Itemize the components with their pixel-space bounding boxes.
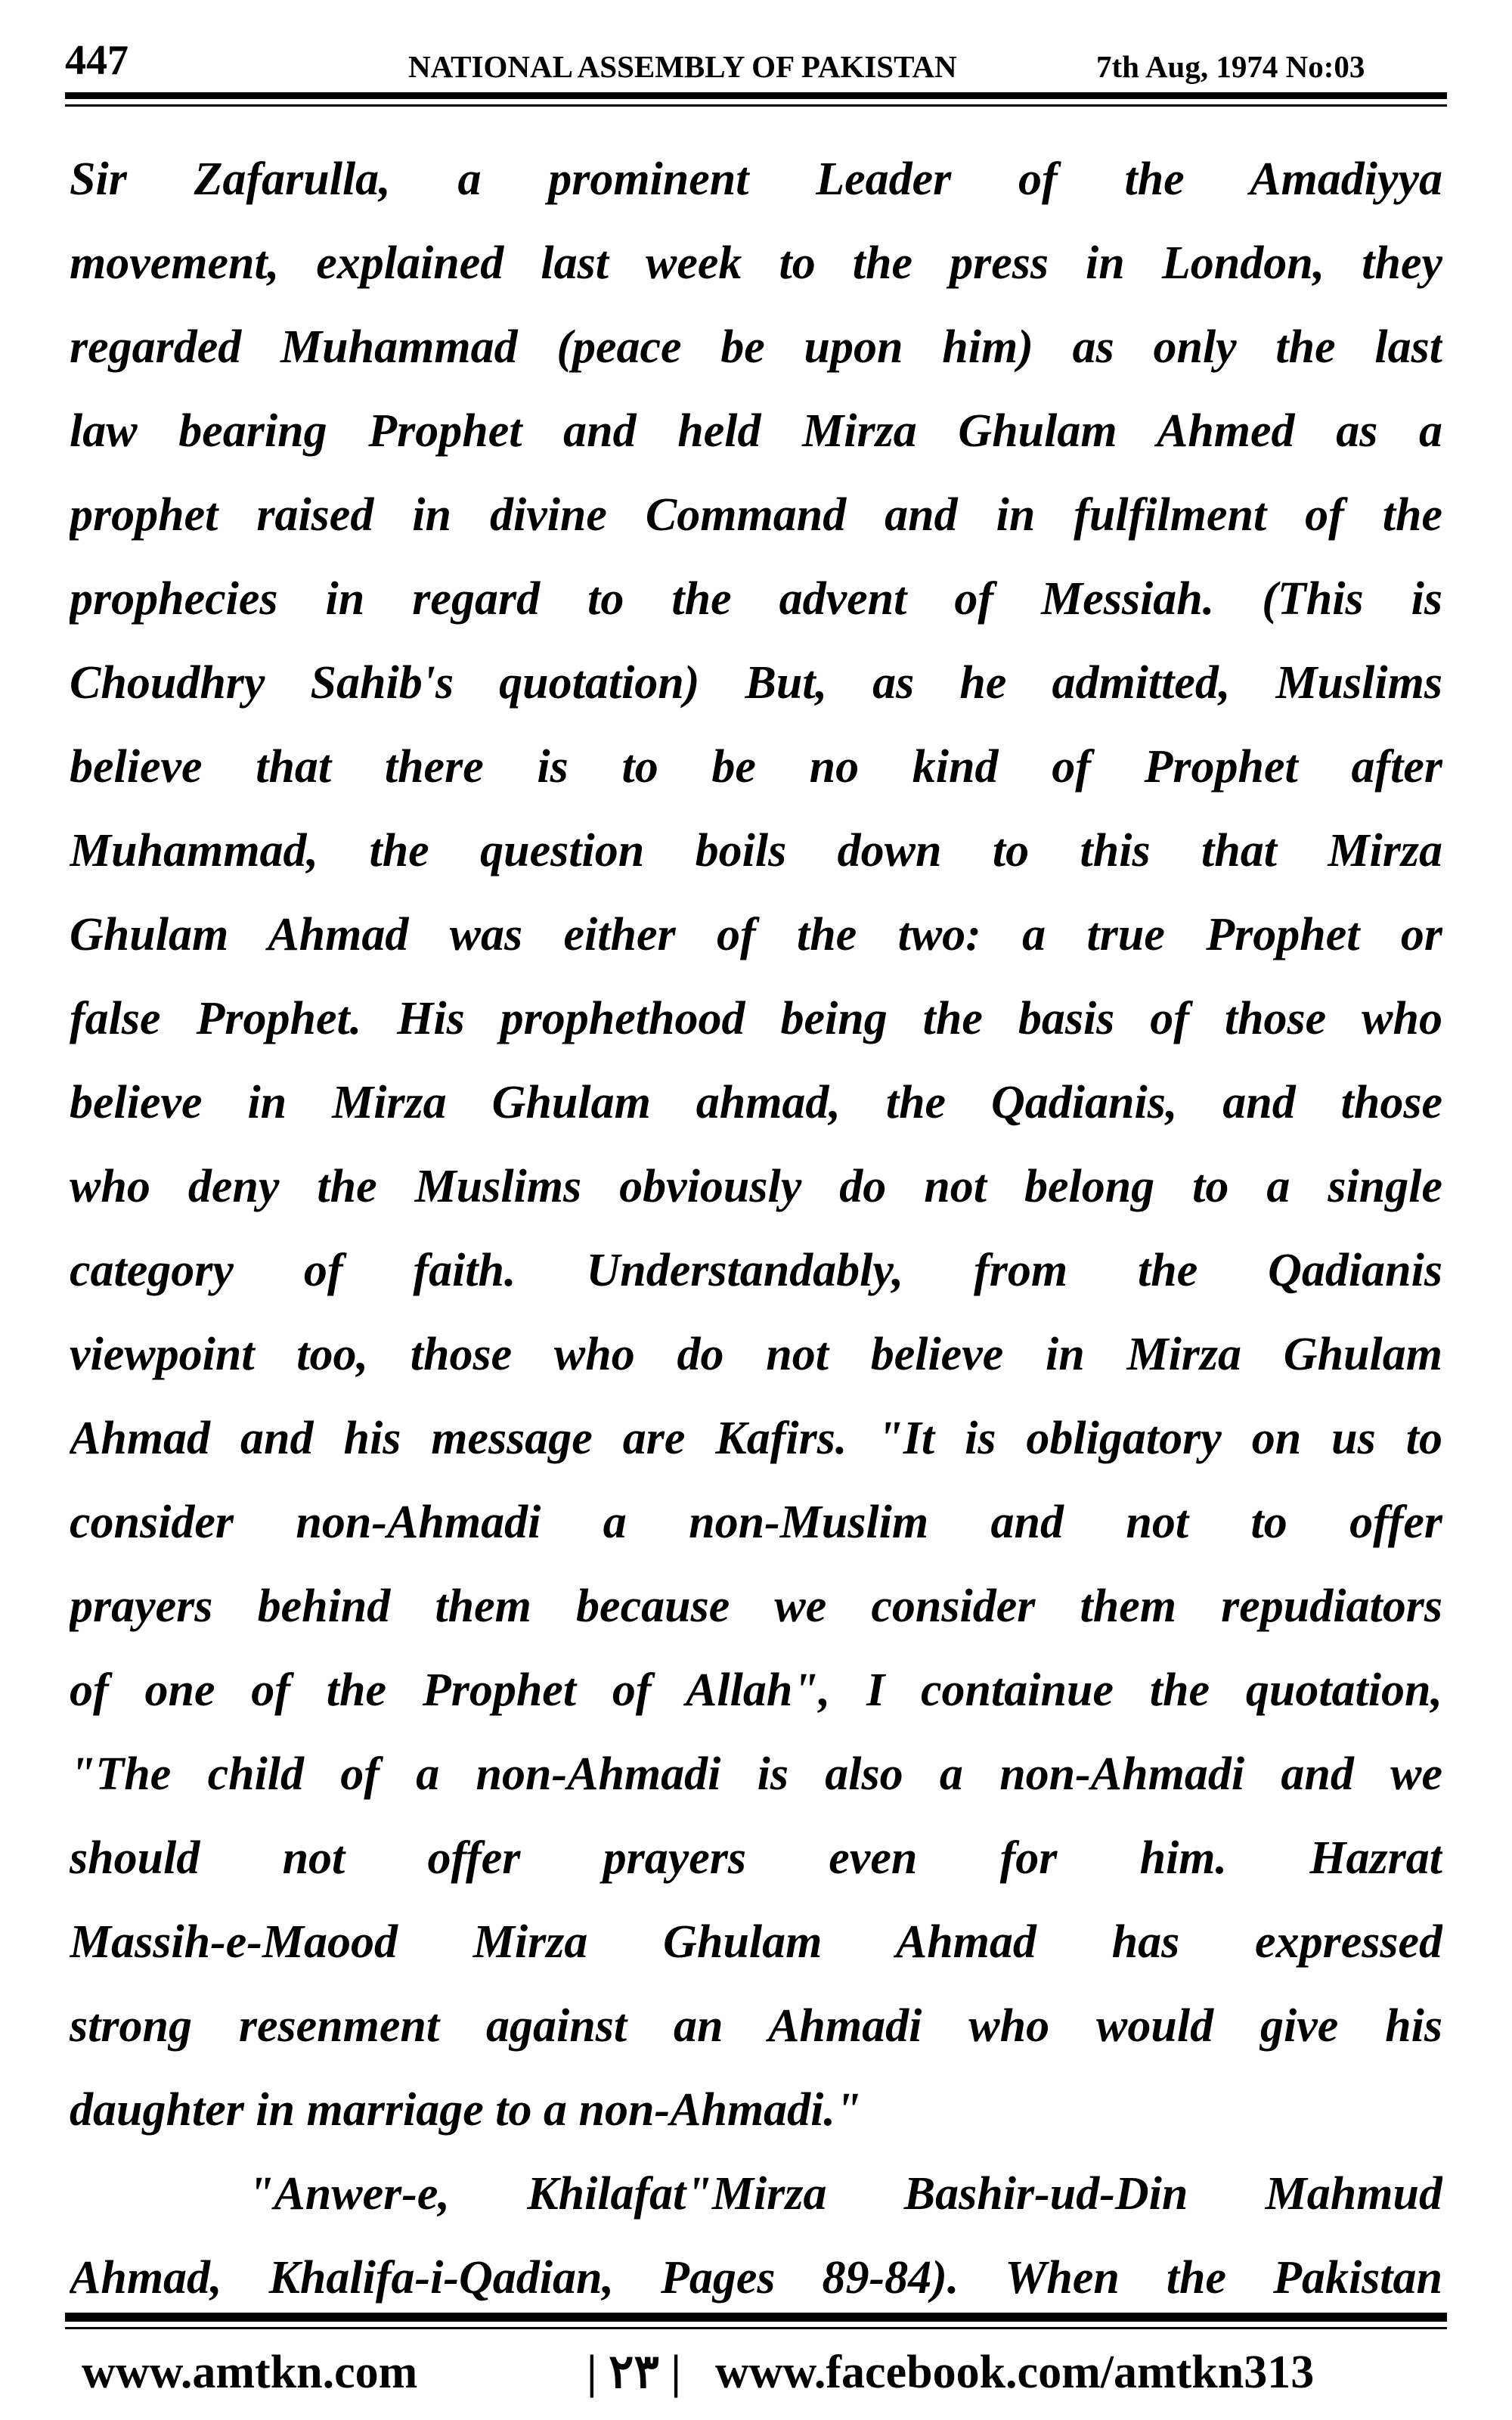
header-date-issue: 7th Aug, 1974 No:03 [1096,49,1365,84]
text-line: believe that there is to be no kind of Prophet after [70,741,1442,793]
text-line: Ahmad and his message are Kafirs. "It is obligatory on us to [70,1413,1442,1464]
footer-rule-thin [65,2327,1447,2329]
text-line: Ghulam Ahmad was either of the two: a true Prophet or [70,909,1442,960]
text-line: should not offer prayers even for him. Hazrat [70,1832,1442,1884]
footer-website: www.amtkn.com [82,2347,418,2398]
running-head: NATIONAL ASSEMBLY OF PAKISTAN [408,49,957,84]
text-line: Ahmad, Khalifa-i-Qadian, Pages 89-84). When the Pakistan [70,2252,1442,2304]
text-line: Muhammad, the question boils down to this that Mirza [70,825,1442,876]
text-line: consider non-Ahmadi a non-Muslim and not to offer [70,1497,1442,1548]
text-line: regarded Muhammad (peace be upon him) as only the last [70,321,1442,373]
text-line: movement, explained last week to the press in London, they [70,237,1442,289]
text-line: viewpoint too, those who do not believe in Mirza Ghulam [70,1329,1442,1380]
text-line: prophecies in regard to the advent of Messiah. (This is [70,573,1442,625]
text-line: prayers behind them because we consider them repudiators [70,1581,1442,1632]
text-line: Massih-e-Maood Mirza Ghulam Ahmad has expressed [70,1916,1442,1968]
body-text [70,138,1442,2320]
text-line: Choudhry Sahib's quotation) But, as he admitted, Muslims [70,657,1442,709]
footer-page-marker: | ٢٣ | [587,2347,681,2398]
header-rule-thick [65,92,1447,99]
text-line: category of faith. Understandably, from the Qadianis [70,1245,1442,1296]
page-footer [65,2338,1447,2406]
text-line: prophet raised in divine Command and in fulfilment of the [70,489,1442,541]
footer-rule-thick [65,2313,1447,2322]
text-line: strong resenment against an Ahmadi who would give his [70,2000,1442,2052]
footer-facebook: www.facebook.com/amtkn313 [715,2347,1315,2398]
text-line: daughter in marriage to a non-Ahmadi." [70,2084,862,2136]
text-line: false Prophet. His prophethood being the basis of those who [70,993,1442,1044]
text-line: believe in Mirza Ghulam ahmad, the Qadianis, and those [70,1077,1442,1128]
citation-line: "Anwer-e, Khilafat"Mirza Bashir-ud-Din Mahmud [248,2168,1442,2220]
text-line: who deny the Muslims obviously do not belong to a single [70,1161,1442,1212]
text-line: of one of the Prophet of Allah", I containue the quotation, [70,1665,1442,1716]
page-number: 447 [65,37,129,84]
header-rule-thin [65,104,1447,107]
text-line: Sir Zafarulla, a prominent Leader of the Amadiyya [70,154,1442,205]
text-line: "The child of a non-Ahmadi is also a non-Ahmadi and we [70,1748,1442,1800]
text-line: law bearing Prophet and held Mirza Ghulam Ahmed as a [70,405,1442,457]
page-header [65,30,1447,91]
